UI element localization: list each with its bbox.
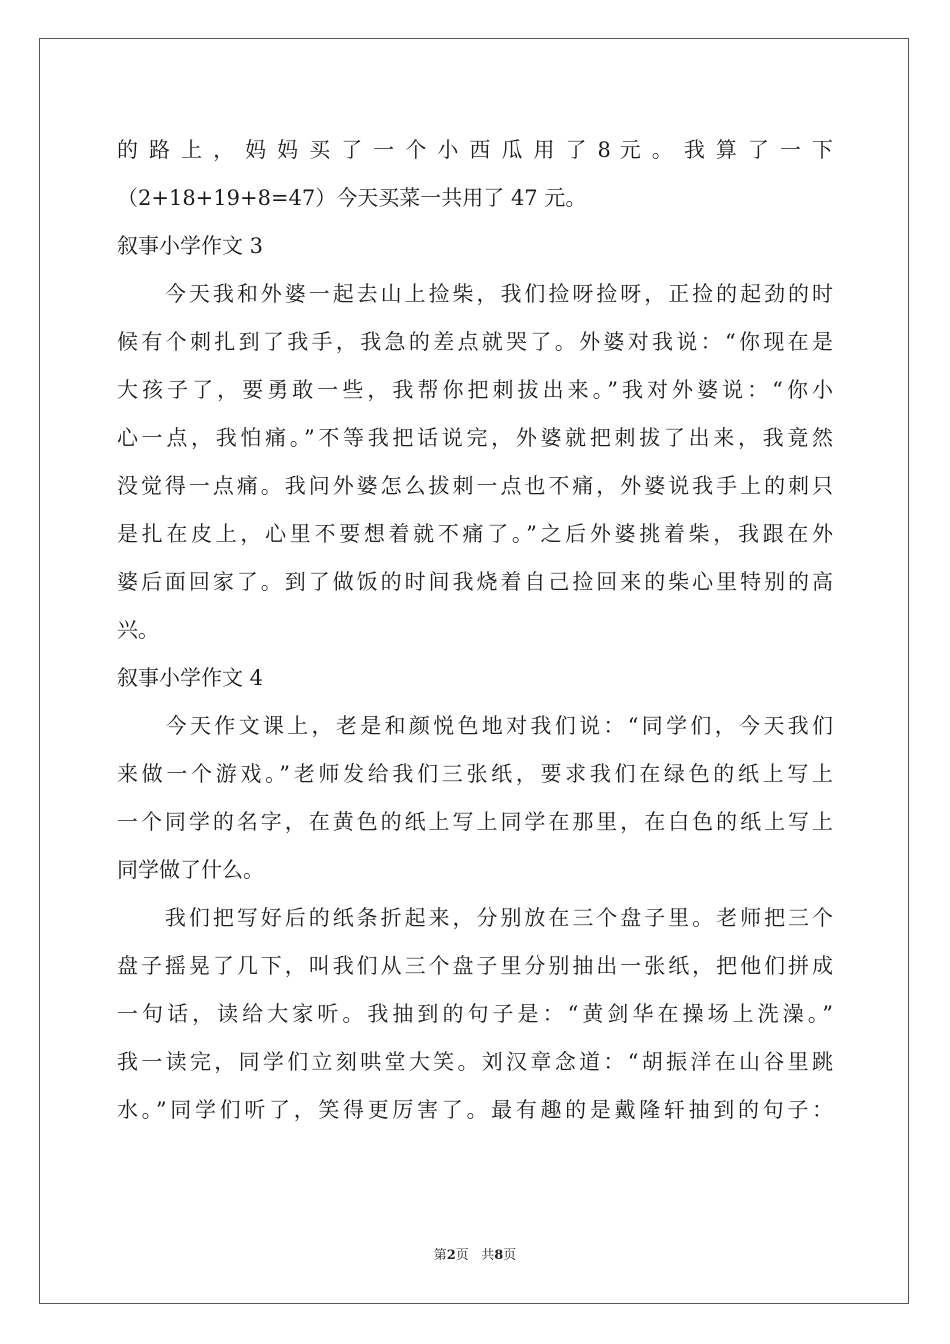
paragraph-line: 一句话，读给大家听。我抽到的句子是：“黄剑华在操场上洗澡。” [117, 1002, 833, 1026]
document-body [117, 126, 833, 1134]
paragraph-line: 一个同学的名字，在黄色的纸上写上同学在那里，在白色的纸上写上 [117, 810, 833, 834]
text-line: （2+18+19+8=47）今天买菜一共用了 47 元。 [117, 186, 587, 210]
paragraph-line: 候有个刺扎到了我手，我急的差点就哭了。外婆对我说：“你现在是 [117, 330, 833, 354]
paragraph-line: 同学做了什么。 [117, 858, 264, 882]
paragraph-line: 心一点，我怕痛。”不等我把话说完，外婆就把刺拔了出来，我竟然 [117, 426, 833, 450]
paragraph-line: 兴。 [117, 618, 159, 642]
paragraph-line: 大孩子了，要勇敢一些，我帮你把刺拔出来。”我对外婆说：“你小 [117, 378, 833, 402]
page-footer [0, 1244, 950, 1263]
page-number-prefix: 第 [433, 1248, 447, 1263]
paragraph-line: 我一读完，同学们立刻哄堂大笑。刘汉章念道：“胡振洋在山谷里跳 [117, 1050, 833, 1074]
paragraph-line: 今天我和外婆一起去山上捡柴，我们捡呀捡呀，正捡的起劲的时 [117, 282, 833, 306]
paragraph-line: 今天作文课上，老是和颜悦色地对我们说：“同学们，今天我们 [117, 714, 833, 738]
paragraph-line: 盘子摇晃了几下，叫我们从三个盘子里分别抽出一张纸，把他们拼成 [117, 954, 833, 978]
section-heading: 叙事小学作文 4 [117, 666, 264, 690]
total-pages-suffix: 页 [503, 1248, 517, 1263]
section-heading: 叙事小学作文 3 [117, 234, 264, 258]
page-number-suffix: 页 [455, 1248, 469, 1263]
current-page-number: 2 [446, 1248, 456, 1263]
total-pages-number: 8 [494, 1248, 504, 1263]
paragraph-line: 来做一个游戏。”老师发给我们三张纸，要求我们在绿色的纸上写上 [117, 762, 833, 786]
paragraph-line: 我们把写好后的纸条折起来，分别放在三个盘子里。老师把三个 [117, 906, 833, 930]
paragraph-line: 是扎在皮上，心里不要想着就不痛了。”之后外婆挑着柴，我跟在外 [117, 522, 833, 546]
paragraph-line: 婆后面回家了。到了做饭的时间我烧着自己捡回来的柴心里特别的高 [117, 570, 833, 594]
total-pages-prefix: 共 [481, 1248, 495, 1263]
paragraph-line: 没觉得一点痛。我问外婆怎么拔刺一点也不痛，外婆说我手上的刺只 [117, 474, 833, 498]
paragraph-line: 水。”同学们听了，笑得更厉害了。最有趣的是戴隆轩抽到的句子： [117, 1098, 833, 1122]
text-line: 的 路 上 ， 妈 妈 买 了 一 个 小 西 瓜 用 了 8 元 。 我 算 了 一 下 [117, 138, 833, 162]
